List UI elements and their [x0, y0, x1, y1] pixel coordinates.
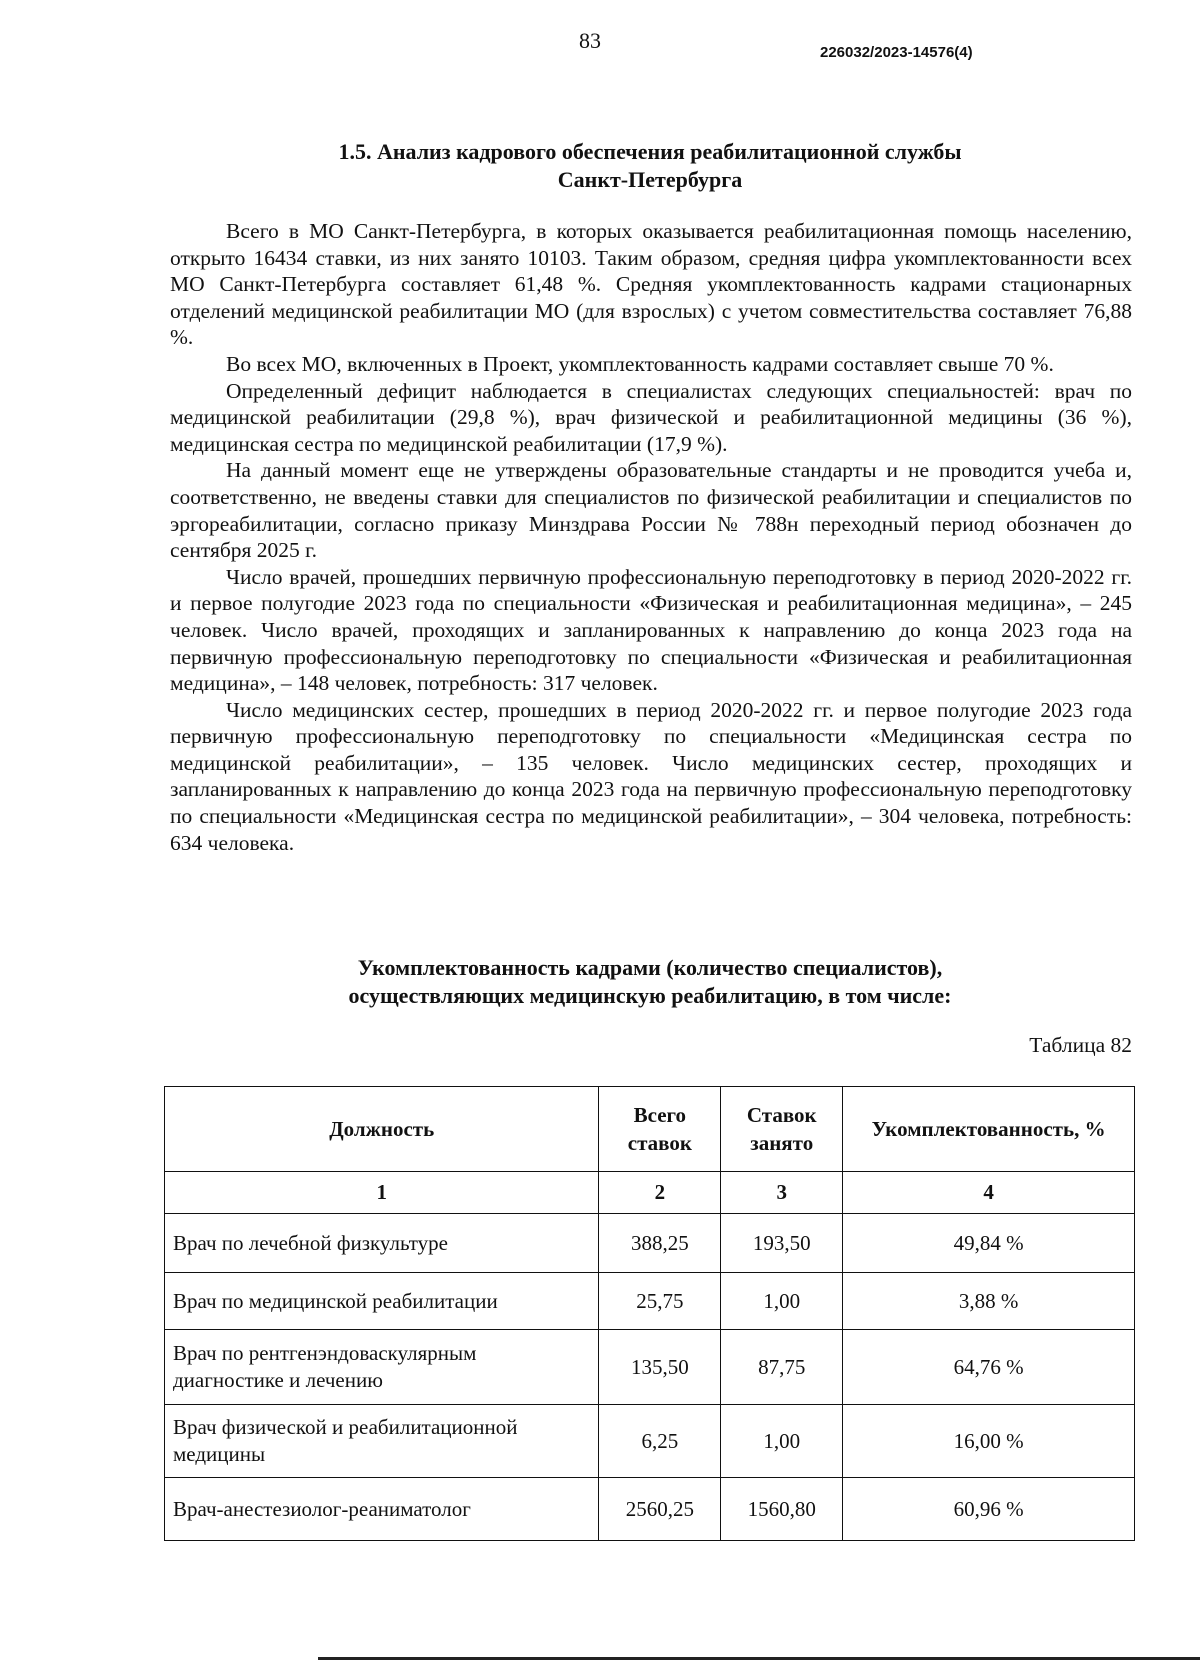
column-header-position: Должность	[165, 1087, 599, 1172]
cell-position: Врач-анестезиолог-реаниматолог	[165, 1478, 599, 1541]
page-number: 83	[579, 28, 601, 53]
column-numbering-row	[165, 1172, 1135, 1214]
cell-total: 6,25	[599, 1405, 721, 1478]
table-heading	[170, 954, 1130, 1010]
cell-staffing: 60,96 %	[843, 1478, 1135, 1541]
table-row	[165, 1405, 1135, 1478]
cell-position: Врач по медицинской реабилитации	[165, 1273, 599, 1330]
column-number: 1	[165, 1172, 599, 1214]
table-row	[165, 1214, 1135, 1273]
table-heading-line-1: Укомплектованность кадрами (количество специалистов),	[357, 955, 943, 980]
cell-total: 2560,25	[599, 1478, 721, 1541]
document-id: 226032/2023-14576(4)	[820, 44, 973, 61]
cell-occupied: 1,00	[721, 1273, 843, 1330]
paragraph: Число медицинских сестер, прошедших в период 2020-2022 гг. и первое полугодие 2023 года первичную профессиональную переподготовку по специальности «Медицинская сестра по медицинской реабилитации», – 135 человек. Число медицинских сестер, проходящих и запланированных к направлению до конца 2023 года на первичную профессиональную переподготовку по специальности «Медицинская сестра по медицинской реабилитации», – 304 человека, потребность: 634 человека.	[170, 697, 1132, 855]
cell-staffing: 3,88 %	[843, 1273, 1135, 1330]
cell-staffing: 49,84 %	[843, 1214, 1135, 1273]
column-header-total: Всего ставок	[599, 1087, 721, 1172]
cell-total: 388,25	[599, 1214, 721, 1273]
cell-position: Врач физической и реабилитационной медицины	[165, 1405, 599, 1478]
cell-occupied: 1560,80	[721, 1478, 843, 1541]
cell-staffing: 16,00 %	[843, 1405, 1135, 1478]
paragraph: Число врачей, прошедших первичную профессиональную переподготовку в период 2020-2022 гг. и первое полугодие 2023 года по специальности «Физическая и реабилитационная медицина», – 245 человек. Число врачей, проходящих и запланированных к направлению до конца 2023 года на первичную профессиональную переподготовку по специальности «Физическая и реабилитационная медицина», – 148 человек, потребность: 317 человек.	[170, 564, 1132, 696]
section-title	[170, 138, 1130, 194]
cell-occupied: 1,00	[721, 1405, 843, 1478]
cell-staffing: 64,76 %	[843, 1330, 1135, 1405]
table-row	[165, 1478, 1135, 1541]
column-header-staffing: Укомплектованность, %	[843, 1087, 1135, 1172]
table-caption: Таблица 82	[1029, 1033, 1132, 1057]
cell-occupied: 193,50	[721, 1214, 843, 1273]
cell-position: Врач по лечебной физкультуре	[165, 1214, 599, 1273]
table-row	[165, 1330, 1135, 1405]
cell-total: 25,75	[599, 1273, 721, 1330]
paragraph: Определенный дефицит наблюдается в специалистах следующих специальностей: врач по медицинской реабилитации (29,8 %), врач физической и реабилитационной медицины (36 %), медицинская сестра по медицинской реабилитации (17,9 %).	[170, 378, 1132, 456]
section-title-line-1: 1.5. Анализ кадрового обеспечения реабилитационной службы	[338, 139, 962, 164]
column-number: 2	[599, 1172, 721, 1214]
table-heading-line-2: осуществляющих медицинскую реабилитацию, в том числе:	[348, 983, 952, 1008]
column-number: 4	[843, 1172, 1135, 1214]
paragraph: Всего в МО Санкт-Петербурга, в которых оказывается реабилитационная помощь населению, открыто 16434 ставки, из них занято 10103. Таким образом, средняя цифра укомплектованности всех МО Санкт-Петербурга составляет 61,48 %. Средняя укомплектованность кадрами стационарных отделений медицинской реабилитации МО (для взрослых) с учетом совместительства составляет 76,88 %.	[170, 219, 1132, 350]
cell-total: 135,50	[599, 1330, 721, 1405]
body-text	[170, 218, 1132, 856]
cell-position: Врач по рентгенэндоваскулярным диагностике и лечению	[165, 1330, 599, 1405]
staffing-table	[164, 1086, 1135, 1541]
paragraph: Во всех МО, включенных в Проект, укомплектованность кадрами составляет свыше 70 %.	[226, 351, 1054, 376]
column-number: 3	[721, 1172, 843, 1214]
section-title-line-2: Санкт-Петербурга	[557, 167, 743, 192]
table-row	[165, 1273, 1135, 1330]
cell-occupied: 87,75	[721, 1330, 843, 1405]
paragraph: На данный момент еще не утверждены образовательные стандарты и не проводится учеба и, соответственно, не введены ставки для специалистов по физической реабилитации и специалистов по эргореабилитации, согласно приказу Минздрава России № 788н переходный период обозначен до сентября 2025 г.	[170, 458, 1132, 563]
table-header-row	[165, 1087, 1135, 1172]
column-header-occupied: Ставок занято	[721, 1087, 843, 1172]
